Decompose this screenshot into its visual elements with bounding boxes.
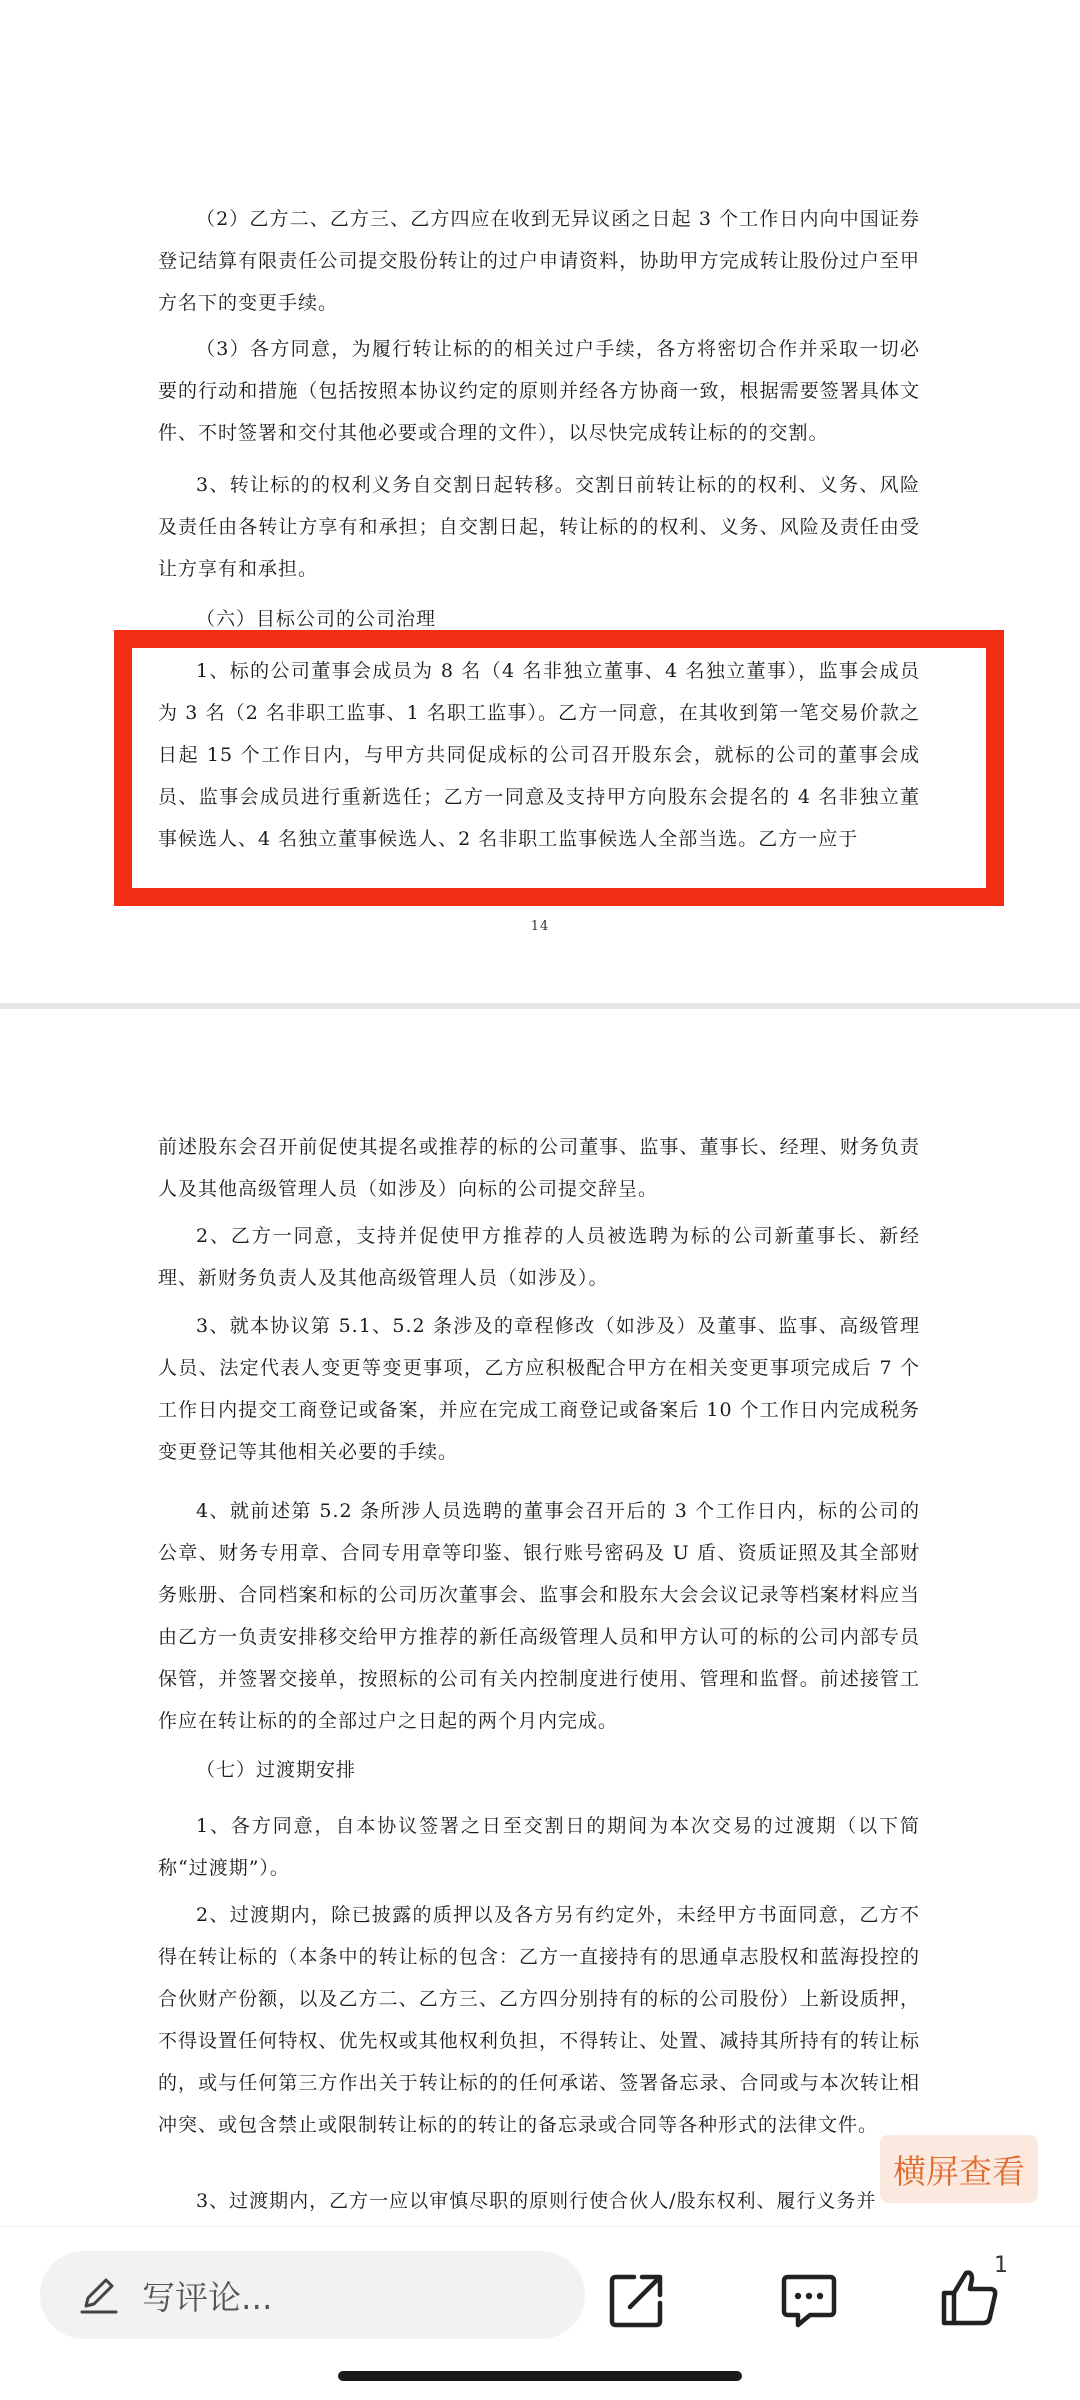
highlight-box xyxy=(114,630,1004,906)
home-indicator[interactable] xyxy=(338,2371,742,2381)
doc-paragraph: 2、过渡期内，除已披露的质押以及各方另有约定外，未经甲方书面同意，乙方不得在转让标的（本条中的转让标的包含：乙方一直接持有的思通卓志股权和蓝海投控的合伙财产份额，以及乙方二、乙方三、乙方四分别持有的标的公司股份）上新设质押，不得设置任何特权、优先权或其他权利负担，不得转让、处置、减持其所持有的转让标的，或与任何第三方作出关于转让标的的任何承诺、签署备忘录、合同或与本次转让相冲突、或包含禁止或限制转让标的的转让的备忘录或合同等各种形式的法律文件。 xyxy=(158,1904,920,2136)
doc-paragraph: 3、过渡期内，乙方一应以审慎尽职的原则行使合伙人/股东权利、履行义务并 xyxy=(196,2190,877,2212)
like-icon[interactable] xyxy=(940,2267,1000,2327)
share-icon[interactable] xyxy=(608,2271,666,2329)
doc-paragraph: 2、乙方一同意，支持并促使甲方推荐的人员被选聘为标的公司新董事长、新经理、新财务负责人及其他高级管理人员（如涉及）。 xyxy=(158,1225,920,1289)
bottom-bar xyxy=(0,2226,1080,2400)
comment-placeholder: 写评论... xyxy=(142,2277,273,2317)
document-page-14 xyxy=(0,0,1080,1003)
comment-icon[interactable] xyxy=(780,2271,838,2329)
doc-paragraph: 前述股东会召开前促使其提名或推荐的标的公司董事、监事、董事长、经理、财务负责人及其他高级管理人员（如涉及）向标的公司提交辞呈。 xyxy=(158,1136,920,1200)
doc-highlighted-paragraph: 1、标的公司董事会成员为 8 名（4 名非独立董事、4 名独立董事），监事会成员为 3 名（2 名非职工监事、1 名职工监事）。乙方一同意，在其收到第一笔交易价款之日起 15 个工作日内，与甲方共同促成标的公司召开股东会，就标的公司的董事会成员、监事会成员进行重新选任；乙方一同意及支持甲方向股东会提名的 4 名非独立董事候选人、4 名独立董事候选人、2 名非职工监事候选人全部当选。乙方一应于 xyxy=(158,660,920,850)
doc-paragraph: 3、就本协议第 5.1、5.2 条涉及的章程修改（如涉及）及董事、监事、高级管理人员、法定代表人变更等变更事项，乙方应积极配合甲方在相关变更事项完成后 7 个工作日内提交工商登记或备案，并应在完成工商登记或备案后 10 个工作日内完成税务变更登记等其他相关必要的手续。 xyxy=(158,1315,920,1463)
document-page-15 xyxy=(0,1009,1080,2226)
doc-paragraph: 4、就前述第 5.2 条所涉人员选聘的董事会召开后的 3 个工作日内，标的公司的公章、财务专用章、合同专用章等印鉴、银行账号密码及 U 盾、资质证照及其全部财务账册、合同档案和标的公司历次董事会、监事会和股东大会会议记录等档案材料应当由乙方一负责安排移交给甲方推荐的新任高级管理人员和甲方认可的标的公司内部专员保管，并签署交接单，按照标的公司有关内控制度进行使用、管理和监督。前述接管工作应在转让标的的全部过户之日起的两个月内完成。 xyxy=(158,1500,920,1732)
doc-paragraph: 3、转让标的的权利义务自交割日起转移。交割日前转让标的的权利、义务、风险及责任由各转让方享有和承担；自交割日起，转让标的的权利、义务、风险及责任由受让方享有和承担。 xyxy=(158,474,920,580)
doc-section-heading: （六）目标公司的公司治理 xyxy=(196,608,437,630)
doc-section-heading: （七）过渡期安排 xyxy=(196,1759,357,1781)
pencil-icon xyxy=(78,2274,120,2316)
page-number: 14 xyxy=(530,919,550,934)
landscape-view-button[interactable]: 横屏查看 xyxy=(880,2135,1038,2203)
doc-paragraph: （2）乙方二、乙方三、乙方四应在收到无异议函之日起 3 个工作日内向中国证券登记结算有限责任公司提交股份转让的过户申请资料，协助甲方完成转让股份过户至甲方名下的变更手续。 xyxy=(158,208,920,314)
doc-paragraph: 1、各方同意，自本协议签署之日至交割日的期间为本次交易的过渡期（以下简称“过渡期”）。 xyxy=(158,1815,920,1879)
like-count: 1 xyxy=(994,2253,1008,2278)
doc-paragraph: （3）各方同意，为履行转让标的的相关过户手续，各方将密切合作并采取一切必要的行动和措施（包括按照本协议约定的原则并经各方协商一致，根据需要签署具体文件、不时签署和交付其他必要或合理的文件），以尽快完成转让标的的交割。 xyxy=(158,338,920,444)
comment-input[interactable] xyxy=(40,2251,585,2339)
